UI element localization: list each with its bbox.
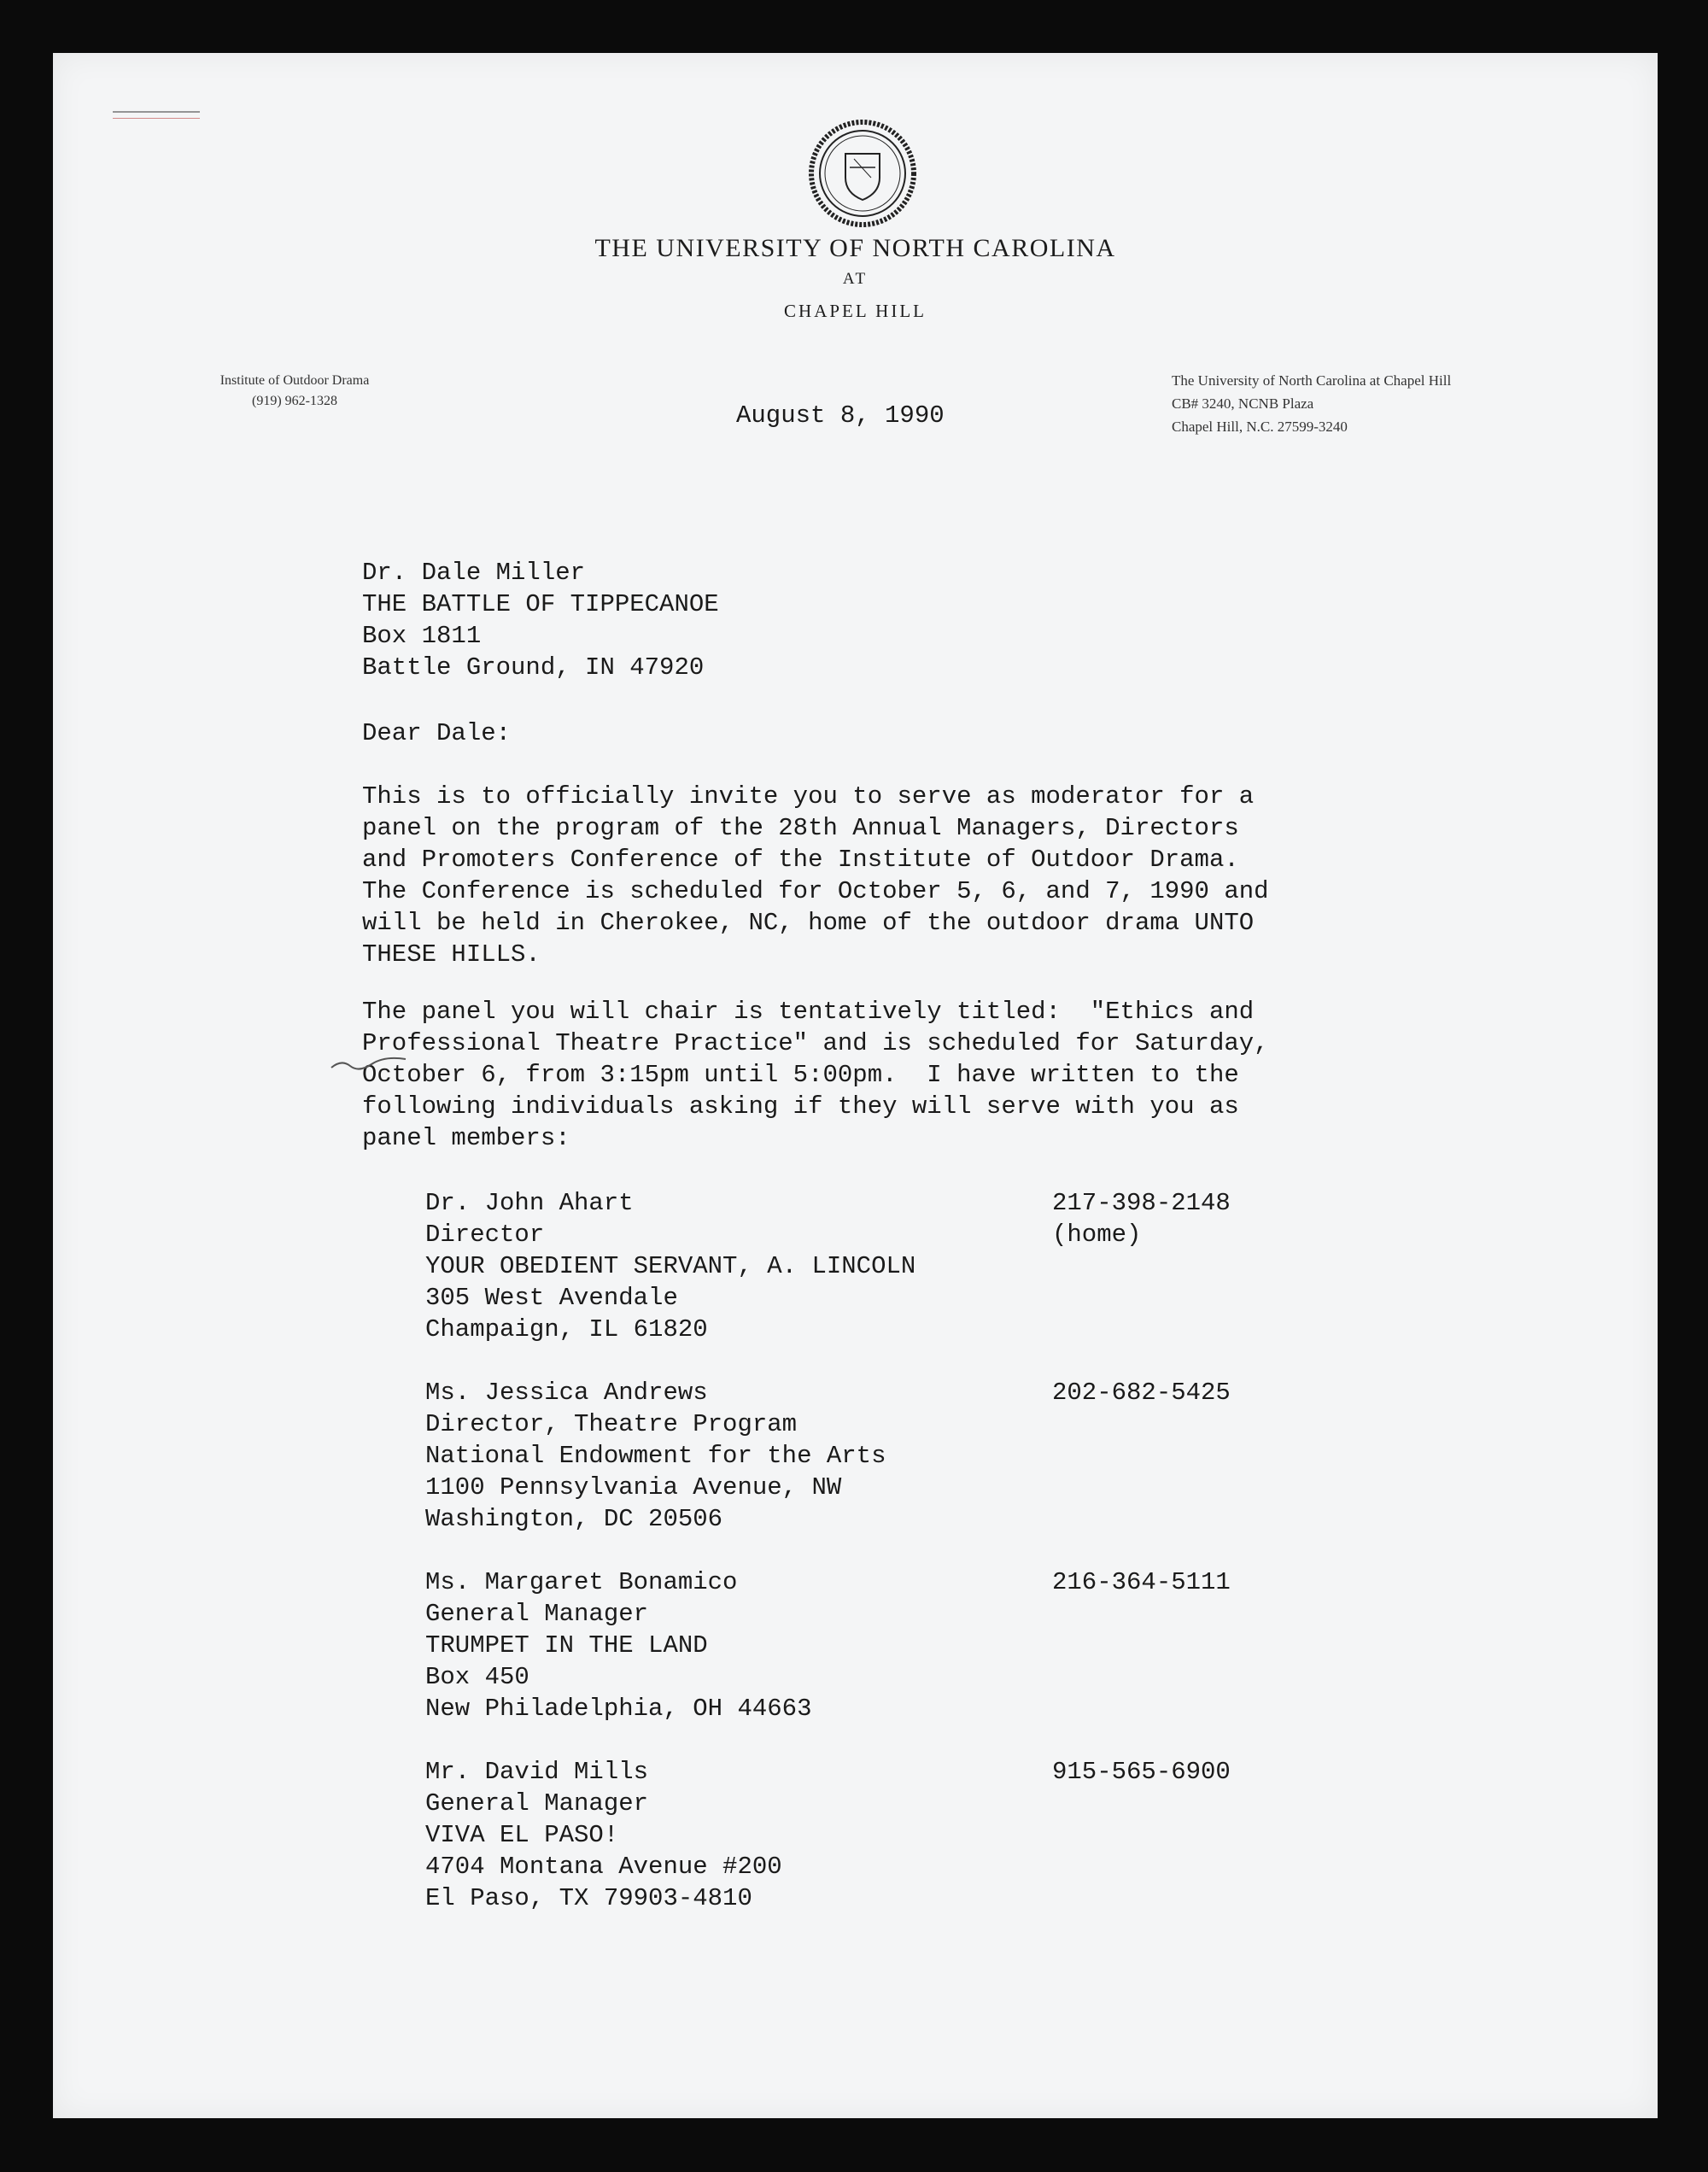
panel-member: Ms. Jessica Andrews Director, Theatre Program National Endowment for the Arts 1100 Pennsylvania Avenue, NW Washington, DC 20506: [425, 1379, 886, 1533]
university-seal-icon: [807, 118, 918, 229]
panel-member: Mr. David Mills General Manager VIVA EL PASO! 4704 Montana Avenue #200 El Paso, TX 79903-4810: [425, 1758, 782, 1912]
letterhead-institution: THE UNIVERSITY OF NORTH CAROLINA: [594, 234, 1116, 262]
letterhead-campus: CHAPEL HILL: [784, 301, 927, 321]
panel-member: Ms. Margaret Bonamico General Manager TRUMPET IN THE LAND Box 450 New Philadelphia, OH 44663: [425, 1568, 812, 1723]
letterhead-at: AT: [842, 270, 869, 288]
recipient-line: Battle Ground, IN 47920: [362, 653, 705, 682]
address-line: The University of North Carolina at Chapel Hill: [1172, 372, 1452, 389]
body-paragraph: This is to officially invite you to serve as moderator for a panel on the program of the 28th Annual Managers, Directors and Promoters Conference of the Institute of Outdoor Drama. The Conference is scheduled for October 5, 6, and 7, 1990 and will be held in Cherokee, NC, home of the outdoor drama UNTO THESE HILLS.: [362, 782, 1269, 969]
panel-member-phone: 216-364-5111: [1052, 1568, 1231, 1596]
office-name: Institute of Outdoor Drama: [219, 373, 370, 388]
letterhead-address: [1172, 369, 1616, 438]
letter-date: August 8, 1990: [736, 401, 945, 430]
address-line: CB# 3240, NCNB Plaza: [1172, 395, 1314, 412]
panel-member-phone: 202-682-5425: [1052, 1379, 1231, 1407]
letterhead-office: [154, 371, 436, 412]
pen-mark: [325, 1033, 427, 1085]
address-line: Chapel Hill, N.C. 27599-3240: [1172, 419, 1348, 435]
recipient-address: [362, 557, 719, 683]
letter-page: [53, 53, 1658, 2118]
office-phone: (919) 962-1328: [252, 394, 337, 408]
salutation: Dear Dale:: [362, 719, 512, 747]
body-paragraph: The panel you will chair is tentatively titled: "Ethics and Professional Theatre Practice" and is scheduled for Saturday, October 6, from 3:15pm until 5:00pm. I have written to the following individuals asking if they will serve with you as panel members:: [362, 998, 1269, 1152]
recipient-line: Dr. Dale Miller: [362, 559, 586, 587]
panel-member-phone: 915-565-6900: [1052, 1758, 1231, 1786]
panel-member: Dr. John Ahart Director YOUR OBEDIENT SERVANT, A. LINCOLN 305 West Avendale Champaign, IL 61820: [425, 1189, 916, 1344]
recipient-line: THE BATTLE OF TIPPECANOE: [362, 590, 719, 618]
panel-member-phone: 217-398-2148 (home): [1052, 1189, 1231, 1249]
staple-mark: [113, 111, 200, 119]
recipient-line: Box 1811: [362, 622, 482, 650]
